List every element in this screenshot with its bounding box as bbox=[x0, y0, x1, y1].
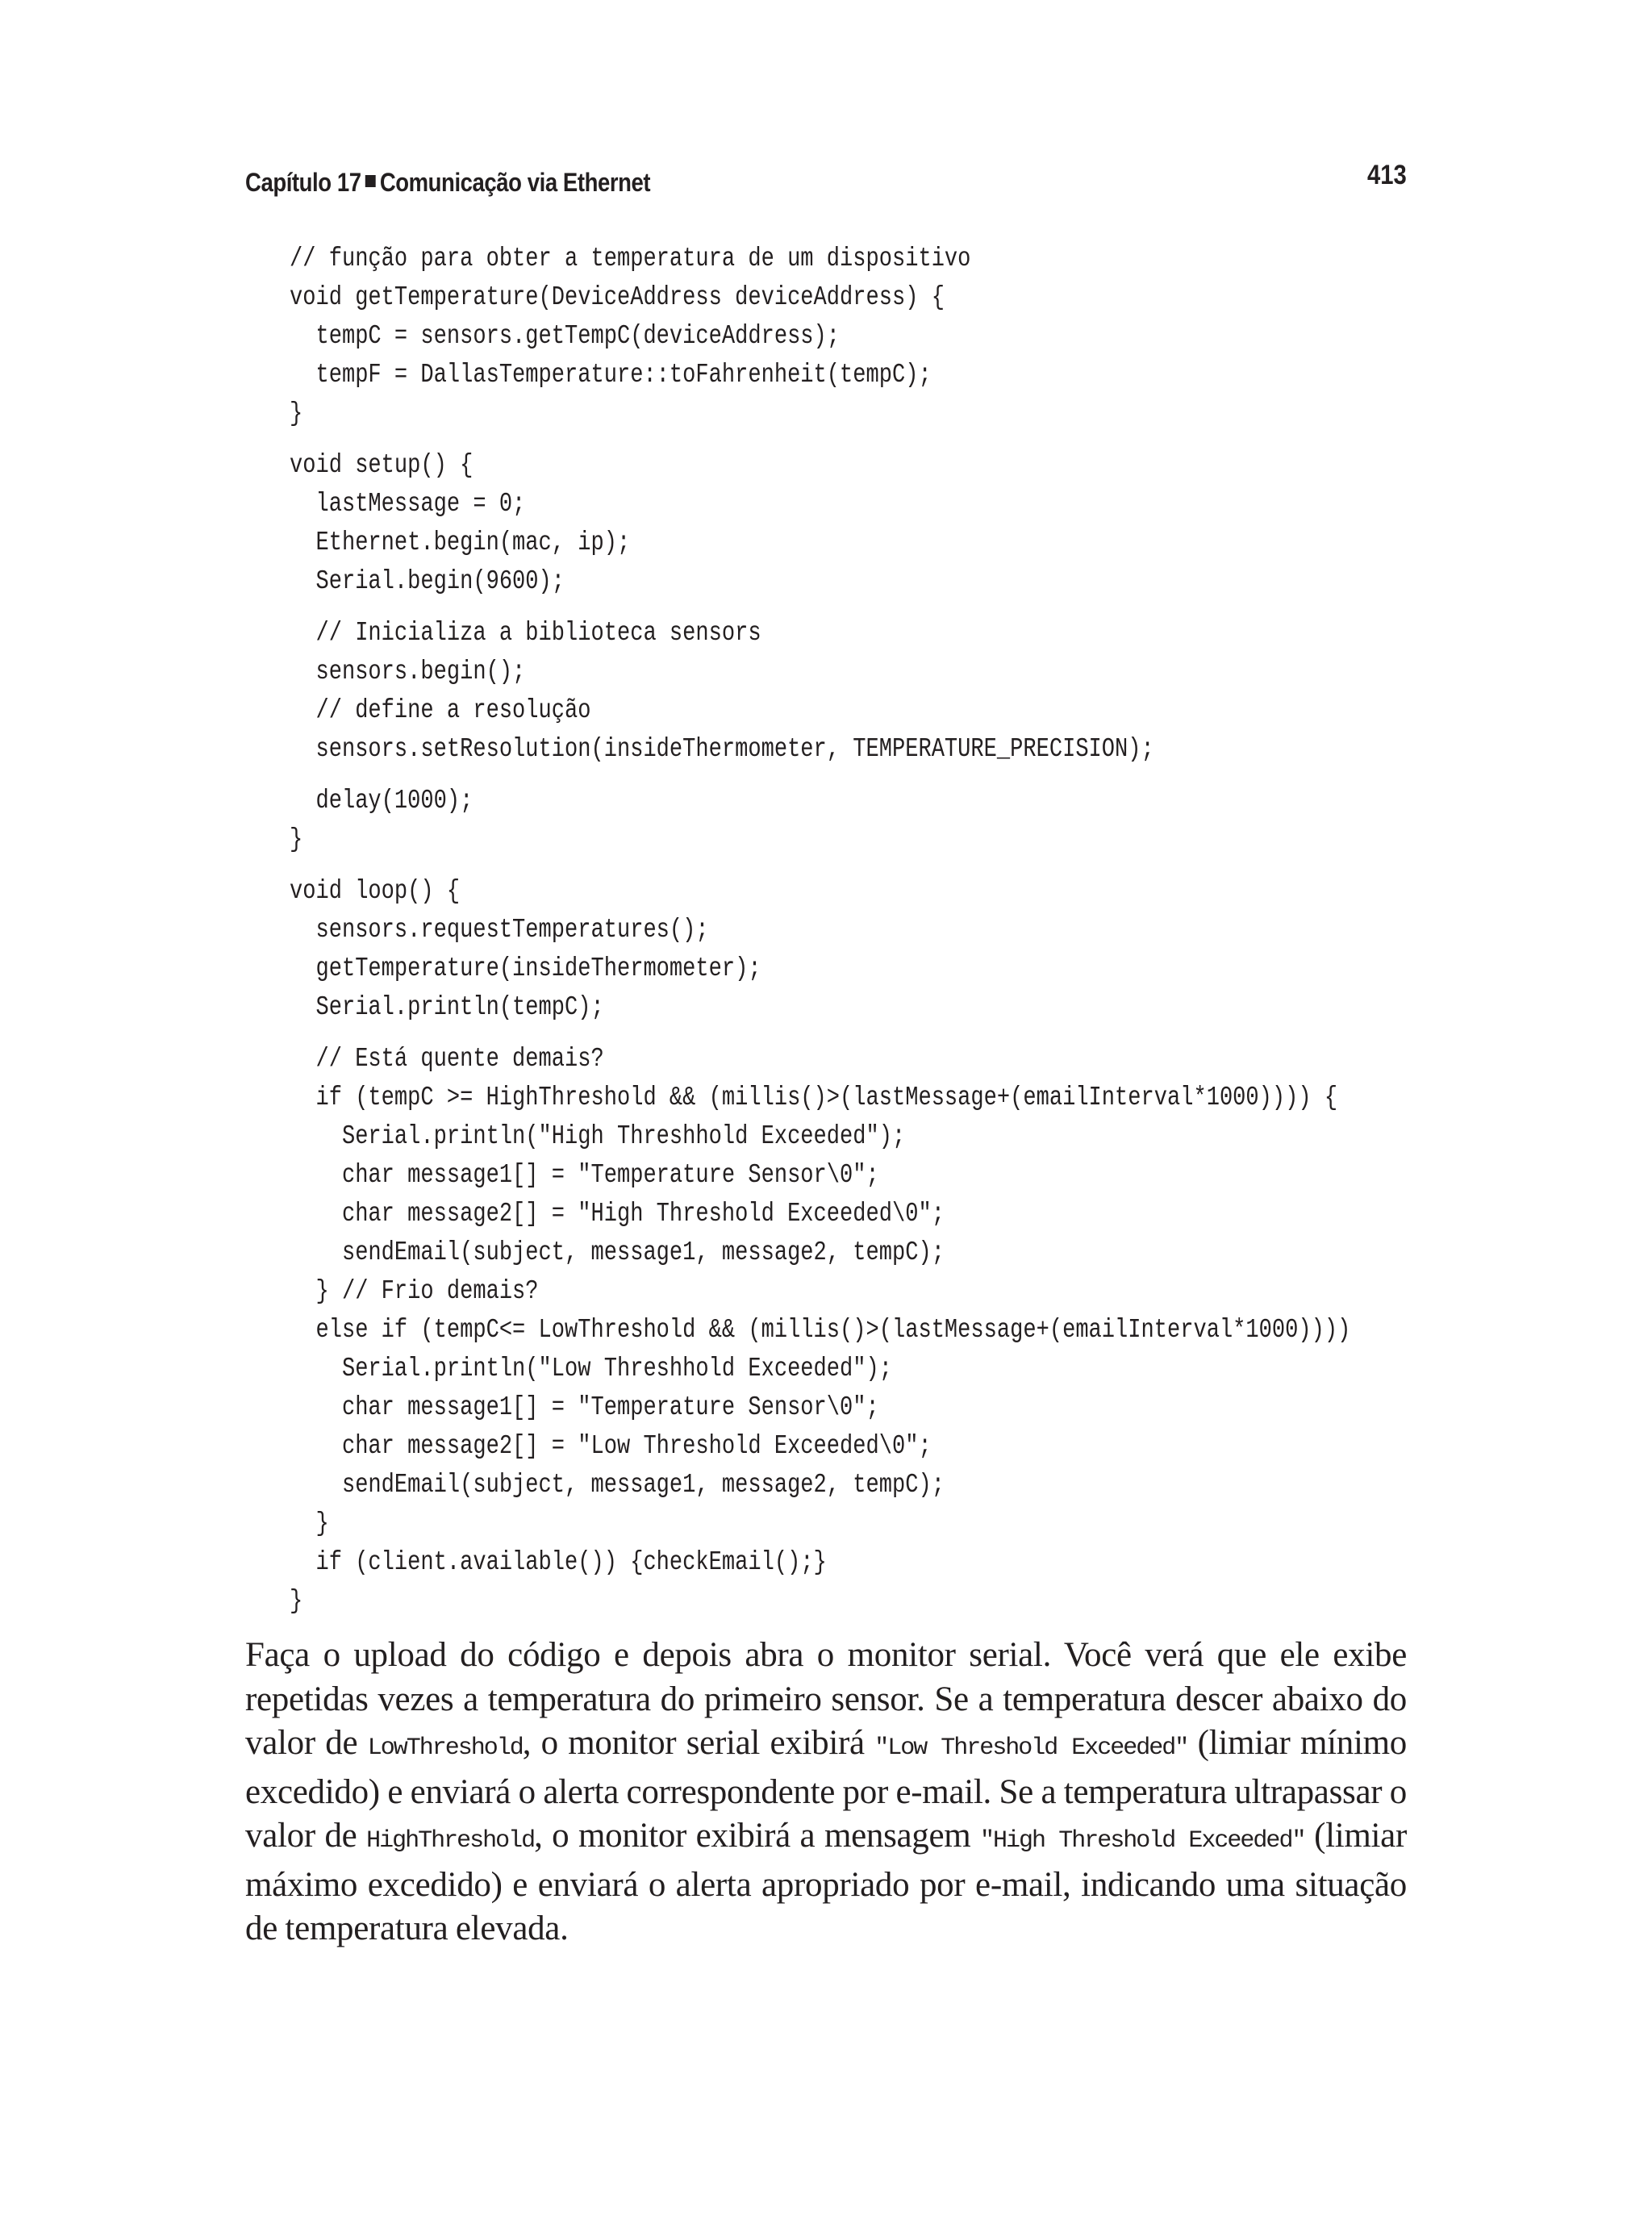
code-line: char message2[] = "High Threshold Exceeded\0"; bbox=[290, 1199, 945, 1229]
code-line: Serial.println("Low Threshhold Exceeded"); bbox=[290, 1354, 892, 1384]
code-line: Ethernet.begin(mac, ip); bbox=[290, 528, 631, 557]
page-number: 413 bbox=[1367, 160, 1407, 190]
code-line: sensors.requestTemperatures(); bbox=[290, 915, 709, 945]
code-gap bbox=[290, 859, 1500, 872]
text-run: , o monitor serial exibirá bbox=[522, 1724, 875, 1762]
square-bullet-icon bbox=[365, 175, 376, 187]
code-line: sensors.setResolution(insideThermometer, TEMPERATURE_PRECISION); bbox=[290, 734, 1154, 764]
code-line: } // Frio demais? bbox=[290, 1276, 539, 1306]
code-line: void loop() { bbox=[290, 876, 461, 906]
text-run: , o monitor exibirá a mensagem bbox=[534, 1817, 981, 1855]
code-line: tempC = sensors.getTempC(deviceAddress); bbox=[290, 321, 841, 351]
code-line: Serial.println(tempC); bbox=[290, 992, 604, 1022]
text-run: (limiar máximo excedido) e enviará o alerta apropriado por e-mail, indicando uma situação de temperatura elevada. bbox=[245, 1817, 1407, 1947]
body-text bbox=[245, 1634, 1407, 1951]
code-line: sendEmail(subject, message1, message2, tempC); bbox=[290, 1470, 945, 1500]
paragraph bbox=[245, 1634, 1407, 1951]
chapter-label: Capítulo 17 bbox=[245, 168, 361, 197]
code-line: char message2[] = "Low Threshold Exceeded\0"; bbox=[290, 1431, 932, 1461]
inline-code: LowThreshold bbox=[367, 1734, 523, 1762]
code-gap bbox=[290, 1027, 1500, 1040]
text-run: Faça o upload do código e depois abra o monitor serial. Você verá que ele exibe repetidas vezes a temperatura do primeiro sensor. Se a temperatura descer abaixo do valor de bbox=[245, 1636, 1407, 1762]
inline-code: "Low Threshold Exceeded" bbox=[874, 1734, 1188, 1762]
inline-code: HighThreshold bbox=[366, 1827, 535, 1855]
code-line: } bbox=[290, 399, 303, 428]
chapter-heading bbox=[245, 168, 650, 198]
code-listing bbox=[290, 240, 1500, 1621]
code-gap bbox=[290, 433, 1500, 446]
code-line: void setup() { bbox=[290, 450, 473, 480]
code-line: sendEmail(subject, message1, message2, tempC); bbox=[290, 1238, 945, 1267]
chapter-title: Comunicação via Ethernet bbox=[379, 168, 651, 197]
code-line: tempF = DallasTemperature::toFahrenheit(tempC); bbox=[290, 360, 932, 390]
text-run: (limiar mínimo excedido) e enviará o alerta correspondente por e-mail. Se a temperatura ultrapassar o valor de bbox=[245, 1724, 1407, 1855]
code-line: void getTemperature(DeviceAddress deviceAddress) { bbox=[290, 282, 945, 312]
code-line: getTemperature(insideThermometer); bbox=[290, 954, 761, 983]
code-line: char message1[] = "Temperature Sensor\0"; bbox=[290, 1160, 879, 1190]
code-line: // define a resolução bbox=[290, 695, 591, 725]
code-line: } bbox=[290, 824, 303, 854]
running-header bbox=[245, 160, 1407, 208]
code-line: Serial.begin(9600); bbox=[290, 566, 565, 596]
code-line: if (tempC >= HighThreshold && (millis()>(lastMessage+(emailInterval*1000)))) { bbox=[290, 1083, 1338, 1112]
code-gap bbox=[290, 769, 1500, 782]
code-line: else if (tempC<= LowThreshold && (millis()>(lastMessage+(emailInterval*1000)))) bbox=[290, 1315, 1351, 1345]
code-line: lastMessage = 0; bbox=[290, 489, 526, 519]
code-line: delay(1000); bbox=[290, 786, 473, 816]
code-line: // função para obter a temperatura de um dispositivo bbox=[290, 244, 971, 273]
code-line: // Está quente demais? bbox=[290, 1044, 604, 1074]
code-line: } bbox=[290, 1586, 303, 1616]
code-line: char message1[] = "Temperature Sensor\0"; bbox=[290, 1392, 879, 1422]
code-line: if (client.available()) {checkEmail();} bbox=[290, 1547, 827, 1577]
code-line: sensors.begin(); bbox=[290, 657, 526, 687]
code-line: } bbox=[290, 1509, 329, 1538]
inline-code: "High Threshold Exceeded" bbox=[980, 1827, 1305, 1855]
code-line: Serial.println("High Threshhold Exceeded"); bbox=[290, 1121, 906, 1151]
code-line: // Inicializa a biblioteca sensors bbox=[290, 618, 761, 648]
code-gap bbox=[290, 601, 1500, 614]
